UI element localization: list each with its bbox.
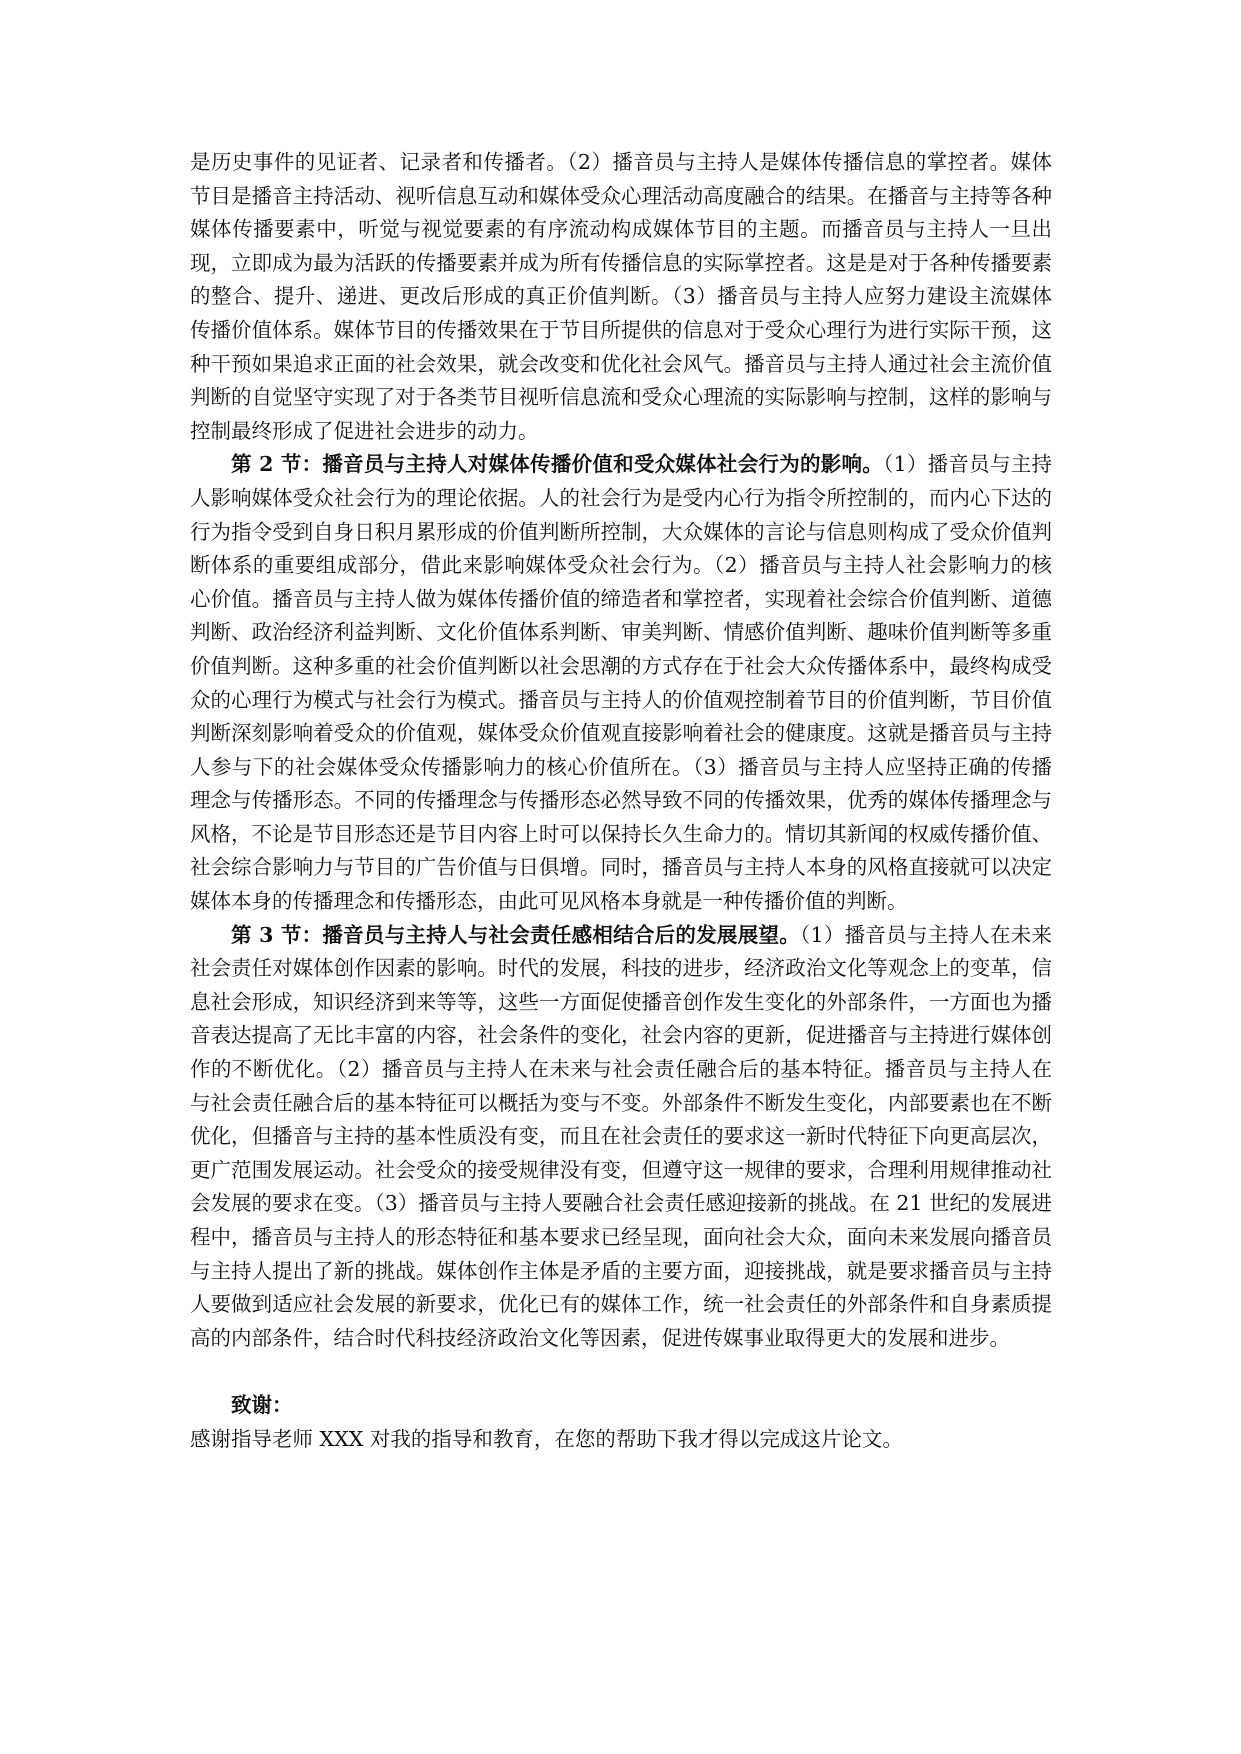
section-3-paragraph <box>190 919 1052 1356</box>
section-3-body: （1）播音员与主持人在未来社会责任对媒体创作因素的影响。时代的发展，科技的进步，经济政治文化等观念上的变革，信息社会形成，知识经济到来等等，这些一方面促使播音创作发生变化的外部条件，一方面也为播音表达提高了无比丰富的内容，社会条件的变化，社会内容的更新，促进播音与主持进行媒体创作的不断优化。（2）播音员与主持人在未来与社会责任融合后的基本特征。播音员与主持人在与社会责任融合后的基本特征可以概括为变与不变。外部条件不断发生变化，内部要素也在不断优化，但播音与主持的基本性质没有变，而且在社会责任的要求这一新时代特征下向更高层次，更广范围发展运动。社会受众的接受规律没有变，但遵守这一规律的要求，合理利用规律推动社会发展的要求在变。（3）播音员与主持人要融合社会责任感迎接新的挑战。在 21 世纪的发展进程中，播音员与主持人的形态特征和基本要求已经呈现，面向社会大众，面向未来发展向播音员与主持人提出了新的挑战。媒体创作主体是矛盾的主要方面，迎接挑战，就是要求播音员与主持人要做到适应社会发展的新要求，优化已有的媒体工作，统一社会责任的外部条件和自身素质提高的内部条件，结合时代科技经济政治文化等因素，促进传媒事业取得更大的发展和进步。 <box>190 922 1052 1350</box>
section-3-heading: 第 3 节：播音员与主持人与社会责任感相结合后的发展展望。 <box>231 922 800 947</box>
acknowledgement-body: 感谢指导老师 XXX 对我的指导和教育，在您的帮助下我才得以完成这片论文。 <box>190 1426 903 1451</box>
intro-paragraph: 是历史事件的见证者、记录者和传播者。（2）播音员与主持人是媒体传播信息的掌控者。媒体节目是播音主持活动、视听信息互动和媒体受众心理活动高度融合的结果。在播音与主持等各种媒体传播要素中，听觉与视觉要素的有序流动构成媒体节目的主题。而播音员与主持人一旦出现，立即成为最为活跃的传播要素并成为所有传播信息的实际掌控者。这是是对于各种传播要素的整合、提升、递进、更改后形成的真正价值判断。（3）播音员与主持人应努力建设主流媒体传播价值体系。媒体节目的传播效果在于节目所提供的信息对于受众心理行为进行实际干预，这种干预如果追求正面的社会效果，就会改变和优化社会风气。播音员与主持人通过社会主流价值判断的自觉坚守实现了对于各类节目视听信息流和受众心理流的实际影响与控制，这样的影响与控制最终形成了促进社会进步的动力。 <box>190 150 1052 443</box>
document-page <box>190 146 1052 1457</box>
section-spacer <box>190 1355 1052 1389</box>
section-2-heading: 第 2 节：播音员与主持人对媒体传播价值和受众媒体社会行为的影响。 <box>231 452 884 477</box>
section-2-body: （1）播音员与主持人影响媒体受众社会行为的理论依据。人的社会行为是受内心行为指令所控制的，而内心下达的行为指令受到自身日积月累形成的价值判断所控制，大众媒体的言论与信息则构成了受众价值判断体系的重要组成部分，借此来影响媒体受众社会行为。（2）播音员与主持人社会影响力的核心价值。播音员与主持人做为媒体传播价值的缔造者和掌控者，实现着社会综合价值判断、道德判断、政治经济利益判断、文化价值体系判断、审美判断、情感价值判断、趣味价值判断等多重价值判断。这种多重的社会价值判断以社会思潮的方式存在于社会大众传播体系中，最终构成受众的心理行为模式与社会行为模式。播音员与主持人的价值观控制着节目的价值判断，节目价值判断深刻影响着受众的价值观，媒体受众价值观直接影响着社会的健康度。这就是播音员与主持人参与下的社会媒体受众传播影响力的核心价值所在。（3）播音员与主持人应坚持正确的传播理念与传播形态。不同的传播理念与传播形态必然导致不同的传播效果，优秀的媒体传播理念与风格，不论是节目形态还是节目内容上时可以保持长久生命力的。情切其新闻的权威传播价值、社会综合影响力与节目的广告价值与日俱增。同时，播音员与主持人本身的风格直接就可以决定媒体本身的传播理念和传播形态，由此可见风格本身就是一种传播价值的判断。 <box>190 452 1052 914</box>
acknowledgement-title: 致谢： <box>231 1393 293 1418</box>
section-2-paragraph <box>190 448 1052 918</box>
